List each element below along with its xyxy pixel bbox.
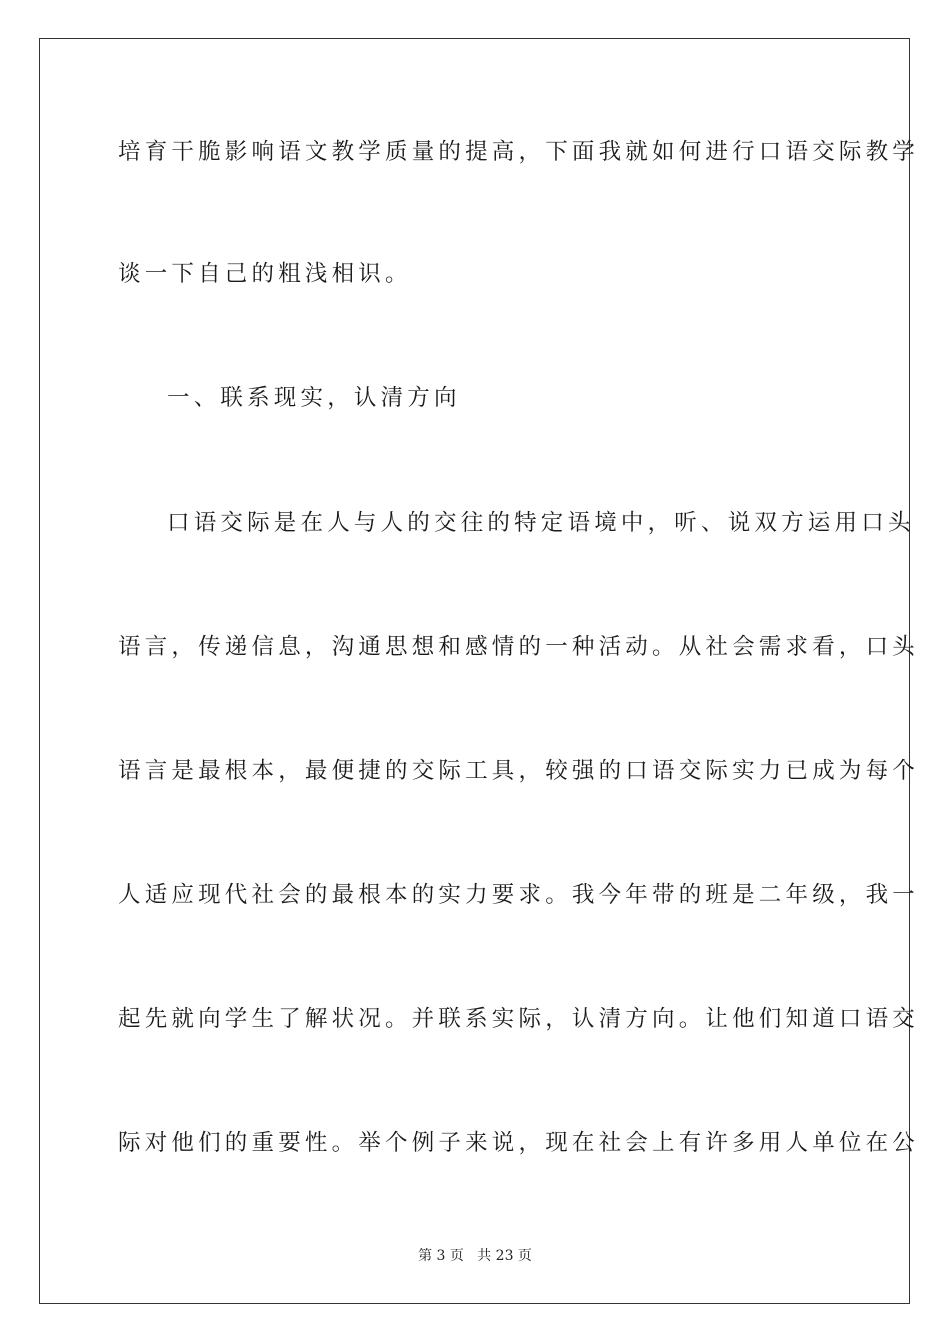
body-line-4: 口语交际是在人与人的交往的特定语境中，听、说双方运用口头	[167, 510, 915, 536]
body-line-7: 人适应现代社会的最根本的实力要求。我今年带的班是二年级，我一	[118, 882, 920, 908]
section-heading: 一、联系现实，认清方向	[167, 385, 461, 411]
body-line-6: 语言是最根本，最便捷的交际工具，较强的口语交际实力已成为每个	[118, 758, 920, 784]
body-line-8: 起先就向学生了解状况。并联系实际，认清方向。让他们知道口语交	[118, 1006, 920, 1032]
body-line-5: 语言，传递信息，沟通思想和感情的一种活动。从社会需求看，口头	[118, 634, 920, 660]
body-line-9: 际对他们的重要性。举个例子来说，现在社会上有许多用人单位在公	[118, 1130, 920, 1156]
page-border	[39, 38, 920, 1304]
body-line-1: 培育干脆影响语文教学质量的提高，下面我就如何进行口语交际教学	[118, 139, 920, 165]
page-number-footer: 第 3 页 共 23 页	[418, 1248, 532, 1264]
body-line-2: 谈一下自己的粗浅相识。	[118, 261, 412, 287]
